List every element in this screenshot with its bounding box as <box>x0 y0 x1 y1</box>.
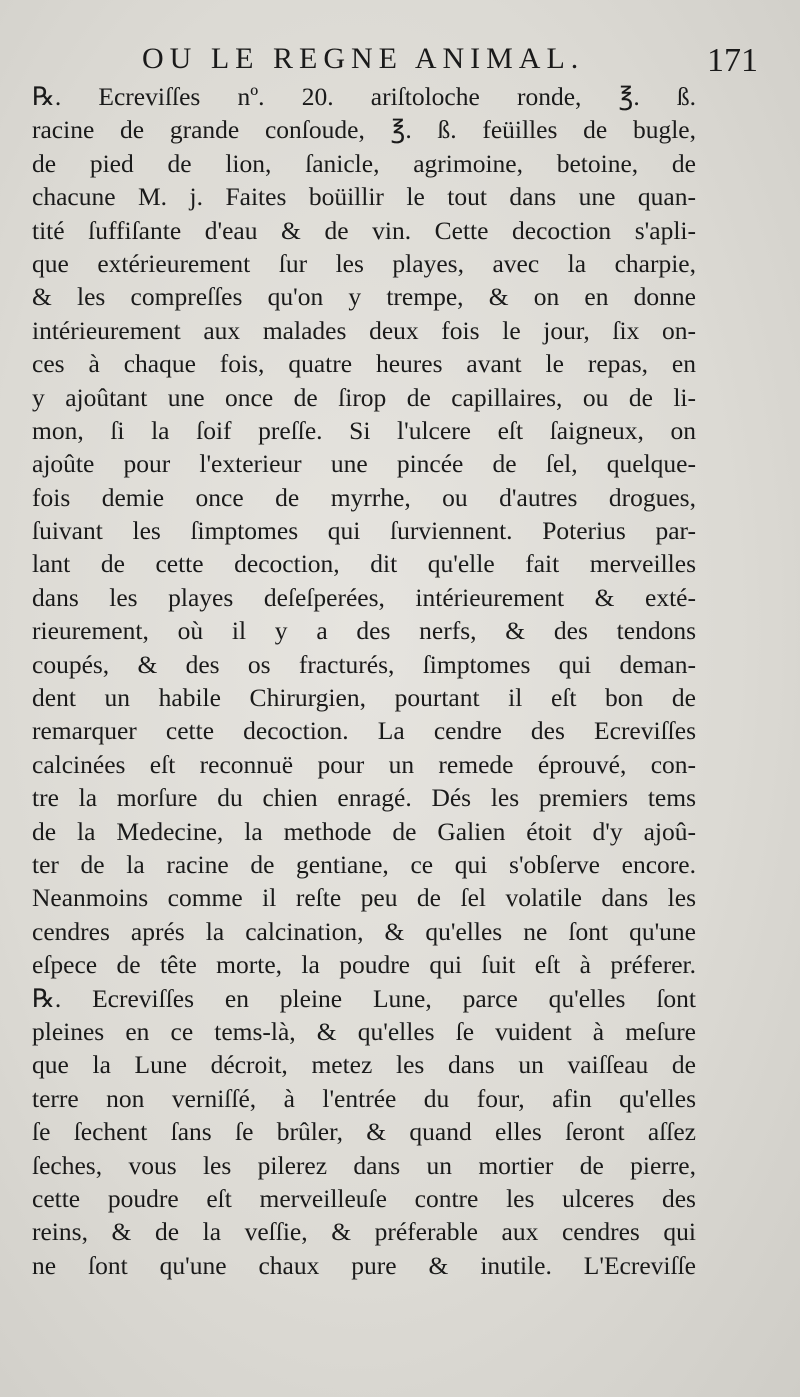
text-line: dans les playes deſeſperées, intérieurement & exté- <box>32 582 696 612</box>
text-line: tité ſuffiſante d'eau & de vin. Cette decoction s'apli- <box>32 215 696 245</box>
text-line: ſe ſechent ſans ſe brûler, & quand elles ſeront aſſez <box>32 1117 696 1147</box>
text-line: tre la morſure du chien enragé. Dés les premiers tems <box>32 783 696 813</box>
text-line: ſuivant les ſimptomes qui ſurviennent. Poterius par- <box>32 516 696 546</box>
text-line: remarquer cette decoction. La cendre des Ecreviſſes <box>32 716 696 746</box>
body-text <box>32 80 696 1282</box>
text-line: calcinées eſt reconnuë pour un remede éprouvé, con- <box>32 749 696 779</box>
text-line: Neanmoins comme il reſte peu de ſel volatile dans les <box>32 883 696 913</box>
text-line: mon, ſi la ſoif preſſe. Si l'ulcere eſt ſaigneux, on <box>32 415 696 445</box>
text-line: & les compreſſes qu'on y trempe, & on en donne <box>32 282 696 312</box>
text-line: ne ſont qu'une chaux pure & inutile. L'Ecreviſſe <box>32 1250 696 1280</box>
text-line: y ajoûtant une once de ſirop de capillaires, ou de li- <box>32 382 696 412</box>
text-line: ces à chaque fois, quatre heures avant le repas, en <box>32 349 696 379</box>
text-line: terre non verniſſé, à l'entrée du four, afin qu'elles <box>32 1083 696 1113</box>
text-line: ℞. Ecreviſſes nº. 20. ariſtoloche ronde, ℥. ß. <box>32 82 696 111</box>
text-line: chacune M. j. Faites boüillir le tout dans une quan- <box>32 182 696 212</box>
text-line: reins, & de la veſſie, & préferable aux cendres qui <box>32 1217 696 1247</box>
text-line: ter de la racine de gentiane, ce qui s'obſerve encore. <box>32 849 696 879</box>
text-line: intérieurement aux malades deux fois le jour, ſix on- <box>32 315 696 345</box>
text-line: dent un habile Chirurgien, pourtant il eſt bon de <box>32 683 696 713</box>
text-line: racine de grande conſoude, ℥. ß. feüilles de bugle, <box>32 115 696 145</box>
text-line: lant de cette decoction, dit qu'elle fait merveilles <box>32 549 696 579</box>
text-line: de pied de lion, ſanicle, agrimoine, betoine, de <box>32 148 696 178</box>
text-line: de la Medecine, la methode de Galien étoit d'y ajoû- <box>32 816 696 846</box>
running-title: OU LE REGNE ANIMAL. <box>142 42 585 75</box>
text-line: cette poudre eſt merveilleuſe contre les ulceres des <box>32 1183 696 1213</box>
text-line: rieurement, où il y a des nerfs, & des tendons <box>32 616 696 646</box>
text-line: coupés, & des os fracturés, ſimptomes qui deman- <box>32 649 696 679</box>
text-line: cendres aprés la calcination, & qu'elles ne ſont qu'une <box>32 916 696 946</box>
page-number: 171 <box>707 42 758 79</box>
text-line: eſpece de tête morte, la poudre qui ſuit eſt à préferer. <box>32 950 696 980</box>
text-line: ℞. Ecreviſſes en pleine Lune, parce qu'elles ſont <box>32 983 696 1013</box>
text-line: pleines en ce tems-là, & qu'elles ſe vuident à meſure <box>32 1016 696 1046</box>
text-line: ſeches, vous les pilerez dans un mortier de pierre, <box>32 1150 696 1180</box>
text-line: ajoûte pour l'exterieur une pincée de ſel, quelque- <box>32 449 696 479</box>
text-line: fois demie once de myrrhe, ou d'autres drogues, <box>32 482 696 512</box>
text-line: que la Lune décroit, metez les dans un vaiſſeau de <box>32 1050 696 1080</box>
text-line: que extérieurement ſur les playes, avec la charpie, <box>32 248 696 278</box>
